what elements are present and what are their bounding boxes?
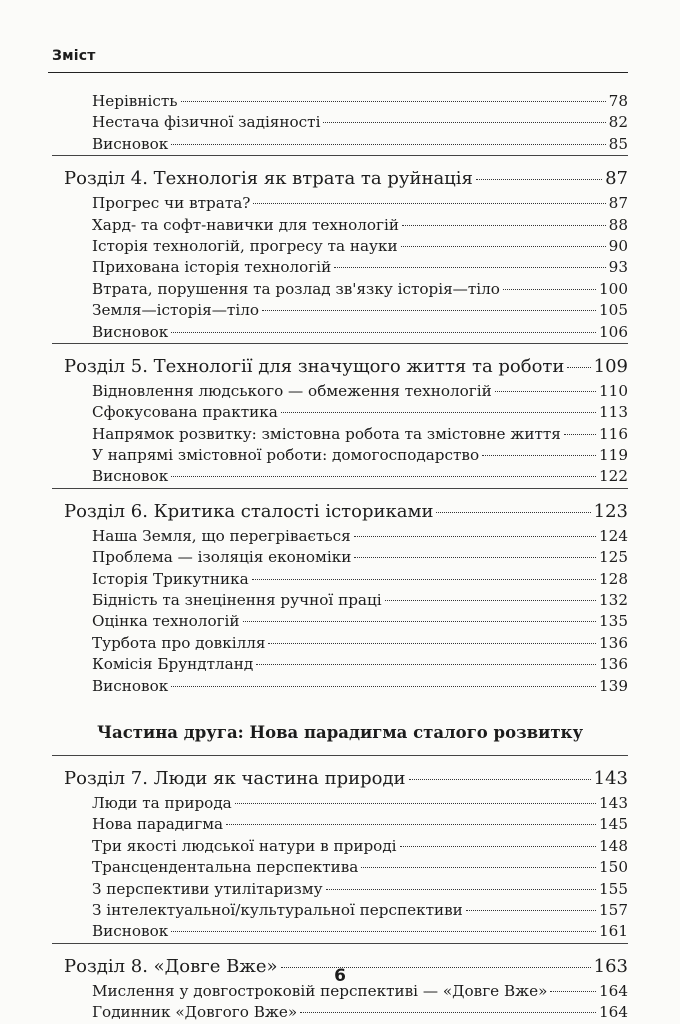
entry-title: Напрямок розвитку: змістовна робота та змістовне життя xyxy=(92,424,561,443)
toc-entry xyxy=(0,814,680,835)
entry-title: Проблема — ізоляція економіки xyxy=(92,548,352,567)
entry-page-number: 106 xyxy=(599,322,628,341)
entry-title: Хард- та софт-навички для технологій xyxy=(92,215,399,234)
dot-leader xyxy=(402,225,606,226)
chapter-page-number: 109 xyxy=(593,355,628,377)
entry-page-number: 90 xyxy=(608,236,628,255)
toc-entry xyxy=(0,91,680,112)
toc-entry xyxy=(0,424,680,445)
entry-page-number: 78 xyxy=(608,92,628,110)
dot-leader xyxy=(400,846,596,847)
toc-entry xyxy=(0,590,680,611)
toc-entry xyxy=(0,193,680,214)
dot-leader xyxy=(171,332,596,333)
chapter-heading xyxy=(0,165,680,193)
dot-leader xyxy=(354,536,596,537)
toc-entry xyxy=(0,569,680,590)
entry-title: Мислення у довгостроковій перспективі — «Довге Вже» xyxy=(92,981,548,1000)
entry-title: Прихована історія технологій xyxy=(92,258,332,277)
entry-page-number: 105 xyxy=(599,301,628,320)
entry-page-number: 136 xyxy=(599,633,628,652)
toc-entry xyxy=(0,445,680,466)
entry-title: Оцінка технологій xyxy=(92,612,240,631)
chapter-title: Розділ 4. Технологія як втрата та руйнація xyxy=(64,168,473,190)
entry-page-number: 85 xyxy=(608,134,628,153)
dot-leader xyxy=(476,179,602,180)
entry-title: Висновок xyxy=(92,134,169,153)
dot-leader xyxy=(564,434,596,435)
toc-entry xyxy=(0,236,680,257)
toc-entry xyxy=(0,215,680,236)
chapter-title: Розділ 7. Люди як частина природи xyxy=(64,767,406,789)
dot-leader xyxy=(495,391,596,392)
page-number: 6 xyxy=(334,966,346,986)
entry-title: У напрямі змістовної роботи: домогосподарство xyxy=(92,446,480,465)
entry-page-number: 100 xyxy=(599,279,628,298)
entry-page-number: 128 xyxy=(599,569,628,588)
entry-page-number: 145 xyxy=(599,815,628,834)
chapter-page-number: 163 xyxy=(593,955,628,977)
dot-leader xyxy=(281,412,596,413)
entry-page-number: 116 xyxy=(599,424,628,443)
entry-page-number: 135 xyxy=(599,612,628,631)
entry-title: Висновок xyxy=(92,676,169,695)
toc-entry xyxy=(0,900,680,921)
spacer xyxy=(0,489,680,498)
entry-page-number: 87 xyxy=(608,194,628,213)
entry-page-number: 139 xyxy=(599,676,628,695)
running-head: Зміст xyxy=(52,48,96,64)
toc-entry xyxy=(0,402,680,423)
dot-leader xyxy=(262,310,596,311)
chapter-page-number: 87 xyxy=(605,168,628,190)
spacer xyxy=(0,344,680,353)
toc-entry xyxy=(0,1002,680,1023)
entry-page-number: 93 xyxy=(608,258,628,277)
dot-leader xyxy=(171,144,605,145)
spacer xyxy=(0,756,680,765)
toc-entry xyxy=(0,381,680,402)
toc-entry xyxy=(0,857,680,878)
entry-title: Земля—історія—тіло xyxy=(92,301,259,320)
toc-entry xyxy=(0,654,680,675)
entry-page-number: 155 xyxy=(599,879,628,898)
entry-page-number: 164 xyxy=(599,981,628,1000)
chapter-title: Розділ 8. «Довге Вже» xyxy=(64,955,278,977)
toc-entry xyxy=(0,676,680,697)
entry-title: Історія технологій, прогресу та науки xyxy=(92,236,398,255)
entry-title: Бідність та знецінення ручної праці xyxy=(92,591,382,610)
entry-page-number: 136 xyxy=(599,655,628,674)
dot-leader xyxy=(171,931,596,932)
entry-title: Люди та природа xyxy=(92,793,232,812)
entry-page-number: 122 xyxy=(599,467,628,486)
entry-page-number: 119 xyxy=(599,446,628,465)
entry-page-number: 124 xyxy=(599,526,628,545)
entry-page-number: 82 xyxy=(608,113,628,132)
entry-title: Висновок xyxy=(92,322,169,341)
dot-leader xyxy=(401,246,606,247)
toc-entry xyxy=(0,112,680,133)
spacer xyxy=(0,944,680,953)
toc-entry xyxy=(0,466,680,487)
dot-leader xyxy=(253,203,605,204)
entry-title: Відновлення людського — обмеження технологій xyxy=(92,381,492,400)
dot-leader xyxy=(235,803,596,804)
dot-leader xyxy=(409,779,591,780)
dot-leader xyxy=(243,621,596,622)
dot-leader xyxy=(550,991,596,992)
toc-entry xyxy=(0,793,680,814)
toc-entry xyxy=(0,921,680,942)
entry-title: Нерівність xyxy=(92,92,178,110)
toc-entry xyxy=(0,134,680,155)
entry-title: Нестача фізичної задіяності xyxy=(92,113,321,132)
entry-title: Годинник «Довгого Вже» xyxy=(92,1003,298,1022)
dot-leader xyxy=(252,579,596,580)
dot-leader xyxy=(466,910,596,911)
toc-entry xyxy=(0,879,680,900)
toc-entry xyxy=(0,611,680,632)
chapter-page-number: 123 xyxy=(593,500,628,522)
dot-leader xyxy=(385,600,596,601)
entry-page-number: 164 xyxy=(599,1003,628,1022)
header-rule xyxy=(48,72,628,73)
entry-title: Висновок xyxy=(92,922,169,941)
entry-page-number: 150 xyxy=(599,858,628,877)
toc-entry xyxy=(0,279,680,300)
dot-leader xyxy=(171,476,596,477)
entry-title: Нова парадигма xyxy=(92,815,224,834)
entry-page-number: 143 xyxy=(599,793,628,812)
dot-leader xyxy=(567,367,590,368)
entry-title: Наша Земля, що перегрівається xyxy=(92,526,351,545)
dot-leader xyxy=(256,664,596,665)
toc-entry xyxy=(0,300,680,321)
chapter-title: Розділ 6. Критика сталості істориками xyxy=(64,500,434,522)
chapter-heading xyxy=(0,498,680,526)
entry-title: Втрата, порушення та розлад зв'язку історія—тіло xyxy=(92,279,500,298)
toc-entry xyxy=(0,526,680,547)
part-heading: Частина друга: Нова парадигма сталого розвитку xyxy=(96,722,584,742)
dot-leader xyxy=(436,512,590,513)
dot-leader xyxy=(323,122,605,123)
toc-entry xyxy=(0,836,680,857)
entry-page-number: 157 xyxy=(599,900,628,919)
toc-entry xyxy=(0,633,680,654)
toc-entry xyxy=(0,547,680,568)
table-of-contents xyxy=(0,91,680,1024)
entry-page-number: 113 xyxy=(599,403,628,422)
dot-leader xyxy=(181,101,606,102)
entry-title: Сфокусована практика xyxy=(92,403,278,422)
entry-title: Трансцендентальна перспектива xyxy=(92,858,359,877)
toc-entry xyxy=(0,257,680,278)
entry-title: З інтелектуальної/культуральної перспективи xyxy=(92,900,463,919)
dot-leader xyxy=(300,1012,596,1013)
entry-page-number: 148 xyxy=(599,836,628,855)
chapter-title: Розділ 5. Технології для значущого життя та роботи xyxy=(64,355,565,377)
dot-leader xyxy=(503,289,596,290)
dot-leader xyxy=(326,889,596,890)
dot-leader xyxy=(268,643,596,644)
dot-leader xyxy=(171,686,596,687)
dot-leader xyxy=(354,557,596,558)
spacer xyxy=(0,156,680,165)
entry-title: Історія Трикутника xyxy=(92,569,249,588)
entry-title: Турбота про довкілля xyxy=(92,633,266,652)
entry-page-number: 132 xyxy=(599,591,628,610)
entry-title: Висновок xyxy=(92,467,169,486)
chapter-heading xyxy=(0,353,680,381)
dot-leader xyxy=(482,455,596,456)
chapter-page-number: 143 xyxy=(593,767,628,789)
entry-title: Три якості людської натури в природі xyxy=(92,836,397,855)
entry-title: Комісія Брундтланд xyxy=(92,655,254,674)
entry-page-number: 161 xyxy=(599,922,628,941)
dot-leader xyxy=(361,867,596,868)
entry-page-number: 125 xyxy=(599,548,628,567)
dot-leader xyxy=(334,267,605,268)
entry-title: Прогрес чи втрата? xyxy=(92,194,251,213)
dot-leader xyxy=(226,824,596,825)
entry-title: З перспективи утилітаризму xyxy=(92,879,323,898)
toc-entry xyxy=(0,322,680,343)
entry-page-number: 88 xyxy=(608,215,628,234)
entry-page-number: 110 xyxy=(599,381,628,400)
chapter-heading xyxy=(0,765,680,793)
